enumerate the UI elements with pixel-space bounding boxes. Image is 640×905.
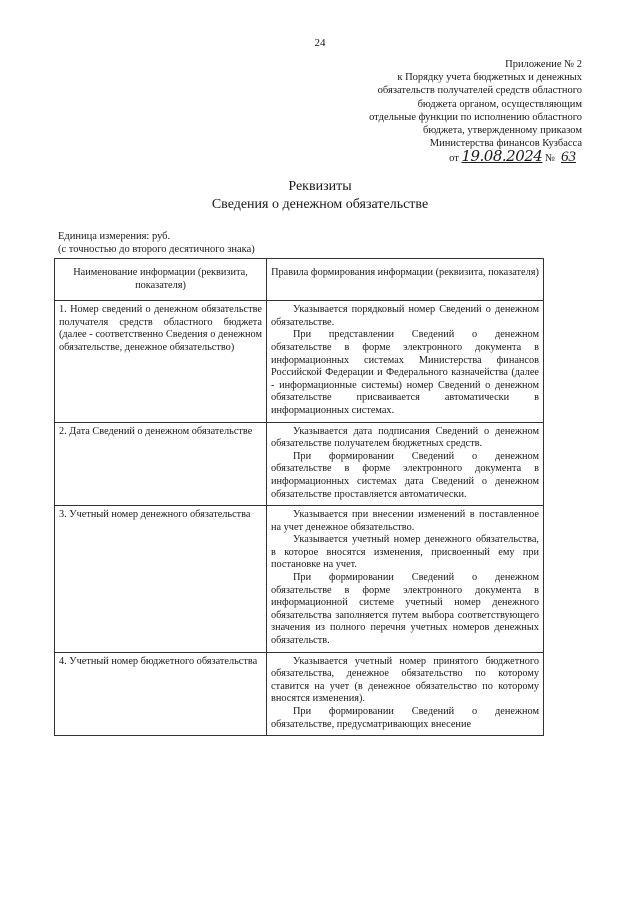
rule-paragraph: При представлении Сведений о денежном обязательстве в форме электронного документа в информационных системах Министерства финансов Российской Федерации и Федерального казначейства (далее - информационные системы) номер Сведений о денежном обязательстве присваивается автоматически в информационных системах. [271, 329, 539, 416]
row-name-cell: 3. Учетный номер денежного обязательства [55, 506, 267, 653]
rule-paragraph: Указывается учетный номер принятого бюджетного обязательства, денежное обязательство по которому ставится на учет (в денежное обязательство по которому вносятся изменения). [271, 655, 539, 705]
rule-paragraph: Указывается дата подписания Сведений о денежном обязательстве получателем бюджетных средств. [271, 425, 539, 450]
requisites-table [54, 258, 544, 736]
rule-paragraph: Указывается порядковый номер Сведений о денежном обязательстве. [271, 304, 539, 328]
order-date-line [332, 147, 582, 166]
row-name-cell: 4. Учетный номер бюджетного обязательства [55, 652, 267, 736]
row-rules-cell [267, 301, 544, 422]
title-line-1: Реквизиты [288, 179, 352, 194]
table-row [55, 422, 544, 506]
table-row [55, 506, 544, 653]
date-prefix: от [449, 153, 459, 165]
number-prefix: № [544, 153, 555, 165]
table-row [55, 652, 544, 736]
row-rules-cell [267, 422, 544, 506]
rule-paragraph: При формировании Сведений о денежном обязательстве в форме электронного документа в информационной системе учетный номер денежного обязательства заполняется путем выбора соответствующего значения из полного перечня учетных номеров денежных обязательств. [271, 572, 539, 647]
rule-paragraph: При формировании Сведений о денежном обязательстве в форме электронного документа в информационных системах дата Сведений о денежном обязательстве проставляется автоматически. [271, 450, 539, 500]
handwritten-date: 19.08.2024 [461, 147, 543, 166]
document-title [0, 178, 640, 213]
row-rules-cell [267, 652, 544, 736]
row-name-cell: 2. Дата Сведений о денежном обязательстве [55, 422, 267, 506]
unit-line-1: Единица измерения: руб. [58, 231, 171, 242]
unit-line-2: (с точностью до второго десятичного знака) [58, 243, 255, 255]
row-name-cell: 1. Номер сведений о денежном обязательстве получателя средств областного бюджета (далее - соответственно Сведения о денежном обязательстве, денежное обязательство) [55, 301, 267, 422]
appendix-header [332, 58, 582, 166]
unit-of-measure [58, 231, 255, 256]
table-header-row [55, 259, 544, 301]
table-row [55, 301, 544, 422]
appendix-line: отдельные функции по исполнению областного [369, 111, 582, 123]
title-line-2: Сведения о денежном обязательстве [211, 196, 429, 212]
appendix-line: Министерства финансов Кузбасса [429, 138, 582, 150]
appendix-line: обязательств получателей средств областного [377, 85, 582, 97]
rule-paragraph: Указывается учетный номер денежного обязательства, в которое вносятся изменения, присвоенный ему при постановке на учет. [271, 534, 539, 571]
appendix-line: бюджета, утвержденному приказом [423, 125, 582, 137]
appendix-line: к Порядку учета бюджетных и денежных [397, 72, 582, 84]
appendix-line: бюджета органом, осуществляющим [417, 98, 582, 110]
appendix-line: Приложение № 2 [505, 59, 582, 70]
header-col-rules: Правила формирования информации (реквизита, показателя) [267, 259, 544, 301]
page-number: 24 [314, 37, 326, 49]
rule-paragraph: При формировании Сведений о денежном обязательстве, предусматривающих внесение [271, 706, 539, 730]
row-rules-cell [267, 506, 544, 653]
rule-paragraph: Указывается при внесении изменений в поставленное на учет денежное обязательство. [271, 509, 539, 533]
handwritten-number: 63 [561, 149, 576, 166]
header-col-name: Наименование информации (реквизита, показателя) [55, 259, 267, 301]
